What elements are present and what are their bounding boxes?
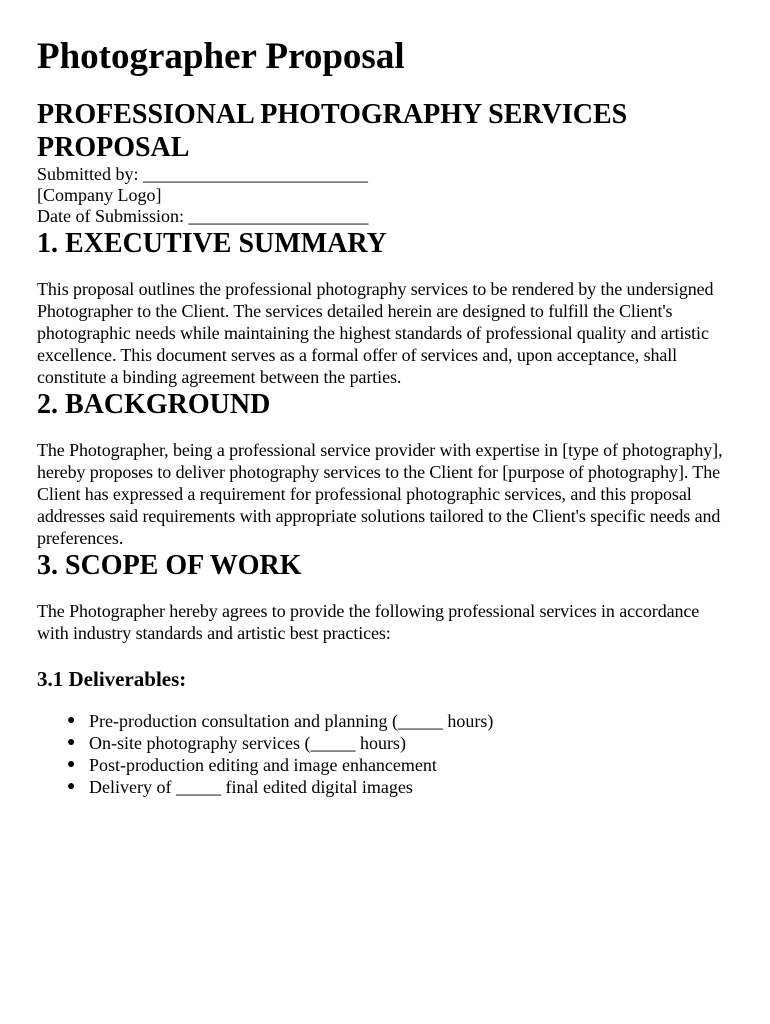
list-item bbox=[67, 776, 734, 798]
page-title: Photographer Proposal bbox=[37, 36, 405, 77]
bullet-icon: ● bbox=[67, 757, 76, 772]
scope-of-work-heading: 3. SCOPE OF WORK bbox=[37, 550, 302, 581]
bullet-icon: ● bbox=[67, 735, 76, 750]
background-heading: 2. BACKGROUND bbox=[37, 389, 271, 420]
scope-of-work-text: The Photographer hereby agrees to provide the following professional services in accordance with industry standards and artistic best practices: bbox=[37, 601, 700, 643]
list-item-text: Delivery of _____ final edited digital images bbox=[89, 777, 413, 797]
list-item-text: Pre-production consultation and planning (_____ hours) bbox=[89, 711, 494, 731]
deliverables-heading: 3.1 Deliverables: bbox=[37, 667, 187, 691]
proposal-heading: PROFESSIONAL PHOTOGRAPHY SERVICES PROPOSAL bbox=[37, 99, 628, 163]
date-of-submission-field: Date of Submission: ____________________ bbox=[37, 206, 369, 226]
bullet-icon: ● bbox=[67, 779, 76, 794]
executive-summary-text: This proposal outlines the professional photography services to be rendered by the undersigned Photographer to the Client. The services detailed herein are designed to fulfill the Client's photographic needs while maintaining the highest standards of professional quality and artistic excellence. This document serves as a formal offer of services and, upon acceptance, shall constitute a binding agreement between the parties. bbox=[37, 279, 714, 387]
bullet-icon: ● bbox=[67, 713, 76, 728]
background-text: The Photographer, being a professional service provider with expertise in [type of photography], hereby proposes to deliver photography services to the Client for [purpose of photography]. The Client has expressed a requirement for professional photographic services, and this proposal addresses said requirements with appropriate solutions tailored to the Client's specific needs and preferences. bbox=[37, 440, 723, 548]
executive-summary-heading: 1. EXECUTIVE SUMMARY bbox=[37, 228, 387, 259]
company-logo-placeholder: [Company Logo] bbox=[37, 185, 162, 205]
list-item-text: Post-production editing and image enhancement bbox=[89, 755, 437, 775]
list-item bbox=[67, 754, 734, 776]
list-item bbox=[67, 732, 734, 754]
deliverables-list bbox=[37, 710, 734, 798]
list-item bbox=[67, 710, 734, 732]
submitted-by-field: Submitted by: _________________________ bbox=[37, 164, 369, 184]
list-item-text: On-site photography services (_____ hours) bbox=[89, 733, 406, 753]
